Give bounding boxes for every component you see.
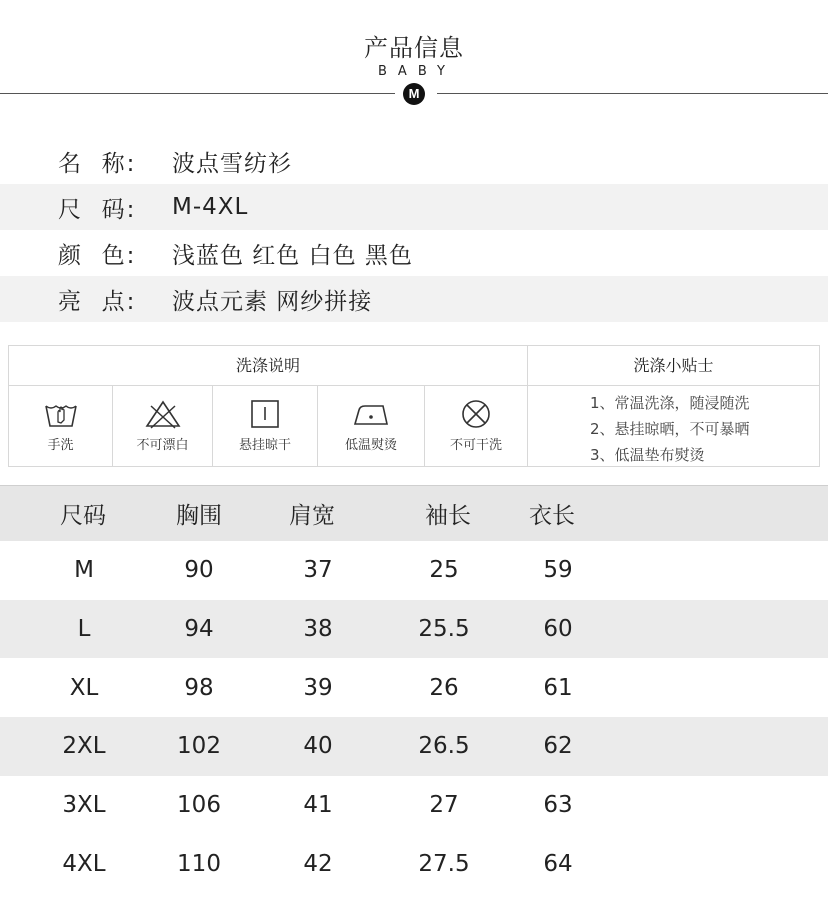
care-symbol-hand-wash: [9, 386, 113, 466]
info-row-name: [0, 138, 828, 184]
table-cell: 62: [543, 733, 573, 760]
table-row: [0, 600, 828, 659]
section-title: 产品信息: [364, 34, 464, 62]
table-cell: 41: [303, 792, 333, 819]
table-cell: M: [74, 557, 94, 584]
divider-right: [437, 93, 828, 94]
care-instructions-table: [8, 345, 820, 467]
table-cell: 102: [177, 733, 221, 760]
table-row: [0, 541, 828, 600]
column-header-sleeve: 袖长: [425, 503, 471, 529]
section-header: [0, 0, 828, 110]
column-header-shoulder: 肩宽: [289, 503, 335, 529]
table-cell: 59: [543, 557, 573, 584]
table-cell: L: [77, 616, 91, 643]
column-header-chest: 胸围: [176, 503, 222, 529]
care-tip: 1、常温洗涤，随浸随洗: [590, 394, 750, 412]
care-heading: 洗涤说明: [9, 346, 527, 386]
care-symbol-label: 不可漂白: [136, 438, 189, 453]
table-row: [0, 776, 828, 835]
table-cell: 4XL: [62, 850, 106, 877]
size-chart-table: [0, 485, 828, 893]
table-cell: 90: [184, 557, 214, 584]
care-tips-list: [527, 386, 819, 466]
info-value: 波点雪纺衫: [172, 150, 292, 177]
section-subtitle: BABY: [378, 64, 456, 79]
table-row: [0, 717, 828, 776]
table-cell: 106: [177, 792, 221, 819]
table-cell: 27: [429, 792, 459, 819]
no-bleach-icon: [143, 398, 183, 430]
info-value: M-4XL: [172, 194, 249, 220]
table-cell: 26: [429, 674, 459, 701]
table-cell: 2XL: [62, 733, 106, 760]
care-tip: 3、低温垫布熨烫: [590, 446, 705, 464]
table-cell: 110: [177, 850, 221, 877]
care-tips-heading: 洗涤小贴士: [527, 346, 819, 386]
care-symbol-label: 手洗: [47, 438, 74, 453]
no-dry-clean-icon: [456, 398, 496, 430]
column-header-size: 尺码: [60, 503, 106, 529]
table-row: [0, 834, 828, 893]
table-cell: 39: [303, 674, 333, 701]
care-symbol-label: 悬挂晾干: [238, 438, 291, 453]
table-cell: 37: [303, 557, 333, 584]
info-row-highlight: [0, 276, 828, 322]
info-value: 浅蓝色 红色 白色 黑色: [172, 242, 413, 269]
care-symbol-no-bleach: [113, 386, 213, 466]
low-iron-icon: [351, 398, 391, 430]
table-cell: 94: [184, 616, 214, 643]
brand-logo: M: [403, 83, 425, 105]
table-cell: 63: [543, 792, 573, 819]
hand-wash-icon: [41, 398, 81, 430]
care-symbol-label: 低温熨烫: [344, 438, 397, 453]
table-cell: 42: [303, 850, 333, 877]
care-symbols: [9, 386, 527, 466]
table-cell: XL: [69, 674, 99, 701]
table-cell: 25: [429, 557, 459, 584]
table-cell: 98: [184, 674, 214, 701]
info-row-size: [0, 184, 828, 230]
table-cell: 38: [303, 616, 333, 643]
info-label: 名 称:: [58, 150, 137, 177]
info-value: 波点元素 网纱拼接: [172, 288, 373, 315]
column-header-length: 衣长: [529, 503, 575, 529]
table-cell: 26.5: [418, 733, 470, 760]
info-row-color: [0, 230, 828, 276]
table-cell: 40: [303, 733, 333, 760]
info-label: 尺 码:: [58, 196, 137, 223]
info-label: 颜 色:: [58, 242, 137, 269]
table-header-row: [0, 485, 828, 541]
table-cell: 64: [543, 850, 573, 877]
info-label: 亮 点:: [58, 288, 137, 315]
divider-left: [0, 93, 395, 94]
table-row: [0, 658, 828, 717]
product-info-list: [0, 138, 828, 322]
care-symbol-low-iron: [318, 386, 425, 466]
care-tip: 2、悬挂晾晒，不可暴晒: [590, 420, 750, 438]
care-symbol-hang-dry: [213, 386, 318, 466]
table-cell: 60: [543, 616, 573, 643]
table-cell: 61: [543, 674, 573, 701]
table-cell: 25.5: [418, 616, 470, 643]
care-symbol-label: 不可干洗: [449, 438, 502, 453]
hang-dry-icon: [245, 398, 285, 430]
care-symbol-no-dry-clean: [425, 386, 527, 466]
table-cell: 3XL: [62, 792, 106, 819]
table-cell: 27.5: [418, 850, 470, 877]
